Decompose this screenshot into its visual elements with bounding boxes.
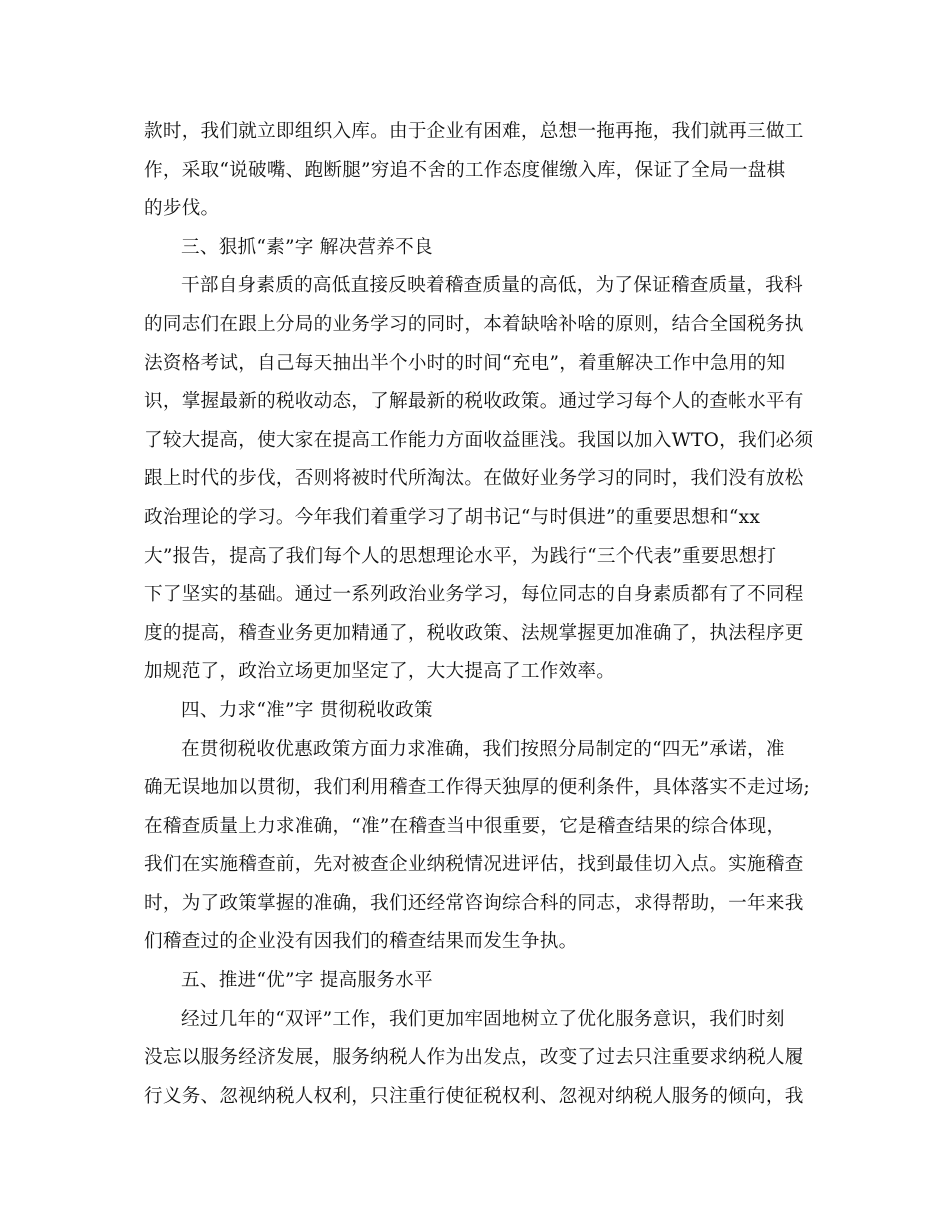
section-heading: 五、推进“优”字 提高服务水平	[181, 970, 433, 992]
paragraph-line: 在稽查质量上力求准确，“准”在稽查当中很重要，它是稽查结果的综合体现，	[144, 815, 786, 837]
paragraph-line: 们稽查过的企业没有因我们的稽查结果而发生争执。	[144, 931, 578, 953]
paragraph-line: 下了坚实的基础。通过一系列政治业务学习，每位同志的自身素质都有了不同程	[144, 584, 804, 606]
paragraph-line: 没忘以服务经济发展，服务纳税人作为出发点，改变了过去只注重要求纳税人履	[144, 1047, 804, 1069]
section-heading: 四、力求“准”字 贯彻税收政策	[181, 699, 433, 721]
paragraph-line: 识，掌握最新的税收动态，了解最新的税收政策。通过学习每个人的查帐水平有	[144, 391, 804, 413]
paragraph-line: 了较大提高，使大家在提高工作能力方面收益匪浅。我国以加入WTO，我们必须	[144, 429, 814, 451]
paragraph-line: 款时，我们就立即组织入库。由于企业有困难，总想一拖再拖，我们就再三做工	[144, 121, 804, 142]
paragraph-line: 行义务、忽视纳税人权利，只注重行使征税权利、忽视对纳税人服务的倾向，我	[144, 1085, 804, 1107]
paragraph-line: 经过几年的“双评”工作，我们更加牢固地树立了优化服务意识，我们时刻	[181, 1008, 785, 1030]
paragraph-line: 的同志们在跟上分局的业务学习的同时，本着缺啥补啥的原则，结合全国税务执	[144, 313, 804, 335]
paragraph-line: 的步伐。	[144, 198, 220, 220]
document-page	[144, 113, 814, 1116]
paragraph-line: 在贯彻税收优惠政策方面力求准确，我们按照分局制定的“四无”承诺，准	[181, 738, 785, 760]
paragraph-line: 度的提高，稽查业务更加精通了，税收政策、法规掌握更加准确了，执法程序更	[144, 622, 804, 644]
paragraph-line: 跟上时代的步伐，否则将被时代所淘汰。在做好业务学习的同时，我们没有放松	[144, 468, 804, 490]
paragraph-line: 干部自身素质的高低直接反映着稽查质量的高低，为了保证稽查质量，我科	[181, 275, 803, 297]
paragraph-line: 我们在实施稽查前，先对被查企业纳税情况进评估，找到最佳切入点。实施稽查	[144, 854, 804, 876]
paragraph-line: 政治理论的学习。今年我们着重学习了胡书记“与时俱进”的重要思想和“xx	[144, 506, 761, 528]
paragraph-line: 作，采取“说破嘴、跑断腿”穷追不舍的工作态度催缴入库，保证了全局一盘棋	[144, 159, 786, 181]
section-heading: 三、狠抓“素”字 解决营养不良	[181, 236, 433, 258]
paragraph-line: 大”报告，提高了我们每个人的思想理论水平，为践行“三个代表”重要思想打	[144, 545, 777, 567]
paragraph-line: 确无误地加以贯彻，我们利用稽查工作得天独厚的便利条件，具体落实不走过场;	[144, 777, 811, 799]
paragraph-line: 法资格考试，自己每天抽出半个小时的时间“充电”，着重解决工作中急用的知	[144, 352, 786, 374]
paragraph-line: 时，为了政策掌握的准确，我们还经常咨询综合科的同志，求得帮助，一年来我	[144, 892, 804, 914]
paragraph-line: 加规范了，政治立场更加坚定了，大大提高了工作效率。	[144, 661, 616, 683]
